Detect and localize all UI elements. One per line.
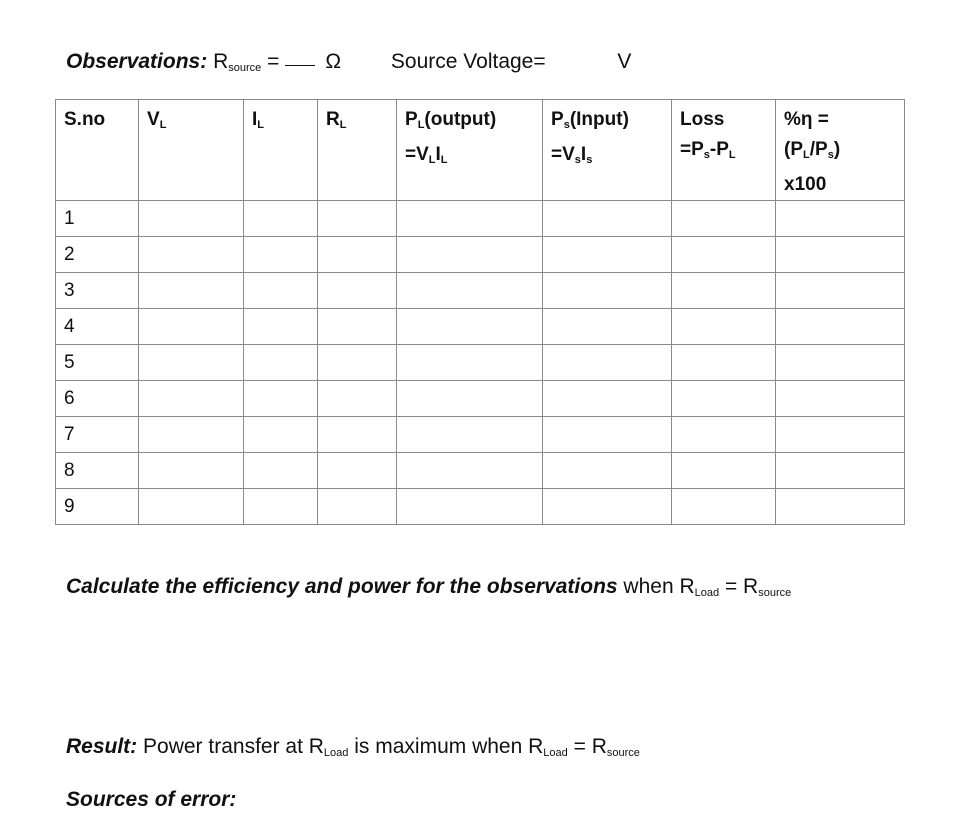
column-header-5-line2-sub-0: s	[574, 154, 581, 166]
column-header-0	[56, 100, 139, 201]
table-row	[56, 381, 905, 417]
result-eq: = R	[567, 735, 607, 758]
result-load-sub: Load	[323, 747, 349, 759]
empty-cell	[318, 489, 397, 525]
calculate-eq: = R	[719, 575, 759, 598]
column-header-5-line1-sub-0: s	[563, 119, 570, 131]
empty-cell	[543, 381, 672, 417]
empty-cell	[139, 201, 244, 237]
result-source-sub: source	[606, 747, 640, 759]
serial-number-cell: 7	[56, 417, 139, 453]
empty-cell	[139, 381, 244, 417]
column-header-4-line2-sub-0: L	[428, 154, 436, 166]
column-header-7-line2	[784, 135, 904, 170]
table-row	[56, 417, 905, 453]
column-header-5	[543, 100, 672, 201]
empty-cell	[397, 309, 543, 345]
empty-cell	[776, 489, 905, 525]
empty-cell	[318, 453, 397, 489]
column-header-7-line2-text-0: (P	[784, 139, 803, 160]
empty-cell	[543, 237, 672, 273]
empty-cell	[776, 345, 905, 381]
column-header-3	[318, 100, 397, 201]
empty-cell	[397, 381, 543, 417]
column-header-4-line2	[405, 140, 542, 175]
r-source-blank	[285, 64, 315, 66]
empty-cell	[318, 381, 397, 417]
empty-cell	[776, 273, 905, 309]
empty-cell	[244, 273, 318, 309]
empty-cell	[776, 237, 905, 273]
column-header-6-line2-text-0: =P	[680, 139, 704, 160]
empty-cell	[776, 201, 905, 237]
serial-number-cell: 9	[56, 489, 139, 525]
empty-cell	[776, 381, 905, 417]
column-header-7-line1	[784, 105, 904, 135]
empty-cell	[139, 453, 244, 489]
column-header-5-line2	[551, 140, 671, 175]
column-header-4-line2-text-0: =V	[405, 144, 429, 165]
serial-number-cell: 3	[56, 273, 139, 309]
column-header-6-line2-sub-0: s	[703, 149, 710, 161]
column-header-1-sub-0: L	[159, 119, 167, 131]
empty-cell	[318, 273, 397, 309]
column-header-7-line1-text-0: %η =	[784, 109, 829, 130]
column-header-6	[672, 100, 776, 201]
empty-cell	[397, 273, 543, 309]
observations-table	[55, 99, 905, 525]
empty-cell	[397, 345, 543, 381]
column-header-7-line2-sub-0: L	[803, 149, 810, 161]
table-row	[56, 201, 905, 237]
empty-cell	[543, 309, 672, 345]
empty-cell	[318, 417, 397, 453]
source-voltage-label: Source Voltage=	[390, 50, 546, 73]
column-header-2	[244, 100, 318, 201]
empty-cell	[139, 345, 244, 381]
empty-cell	[139, 489, 244, 525]
empty-cell	[397, 453, 543, 489]
column-header-4-line1-text-1: (output)	[424, 109, 497, 130]
column-header-1-text-0: V	[147, 109, 160, 130]
column-header-6-line1	[680, 105, 775, 135]
r-source-symbol: $R_{source}$ =	[213, 50, 280, 74]
table-row	[56, 237, 905, 273]
empty-cell	[543, 273, 672, 309]
column-header-4-line2-text-1: I	[435, 144, 441, 165]
empty-cell	[139, 309, 244, 345]
empty-cell	[543, 345, 672, 381]
observations-line	[66, 50, 631, 74]
result-line	[66, 735, 640, 759]
serial-number-cell: 6	[56, 381, 139, 417]
empty-cell	[139, 237, 244, 273]
empty-cell	[397, 417, 543, 453]
empty-cell	[672, 237, 776, 273]
calculate-when: when R	[617, 575, 695, 598]
empty-cell	[139, 273, 244, 309]
column-header-6-line1-text-0: Loss	[680, 109, 725, 130]
serial-number-cell: 8	[56, 453, 139, 489]
empty-cell	[672, 453, 776, 489]
column-header-4-line1-sub-0: L	[417, 119, 425, 131]
empty-cell	[318, 309, 397, 345]
column-header-7-line3	[784, 170, 904, 200]
calculate-bold-text: Calculate the efficiency and power for the observations	[66, 575, 618, 598]
column-header-3-sub-0: L	[339, 119, 347, 131]
column-header-7-line2-sub-1: s	[827, 149, 834, 161]
table-row	[56, 309, 905, 345]
table-header-row	[56, 100, 905, 201]
empty-cell	[672, 381, 776, 417]
column-header-4	[397, 100, 543, 201]
calculate-instruction	[66, 575, 791, 599]
result-label: Result:	[66, 735, 138, 758]
column-header-7	[776, 100, 905, 201]
empty-cell	[244, 237, 318, 273]
column-header-1	[139, 100, 244, 201]
column-header-2-text-0: I	[252, 109, 258, 130]
empty-cell	[244, 453, 318, 489]
empty-cell	[672, 201, 776, 237]
omega-unit: Ω	[325, 50, 342, 73]
empty-cell	[672, 273, 776, 309]
empty-cell	[244, 345, 318, 381]
column-header-4-line2-sub-1: L	[440, 154, 448, 166]
empty-cell	[543, 201, 672, 237]
column-header-5-line2-text-1: I	[580, 144, 587, 165]
observations-label: Observations:	[66, 50, 208, 73]
empty-cell	[672, 309, 776, 345]
empty-cell	[776, 309, 905, 345]
empty-cell	[318, 237, 397, 273]
column-header-5-line1	[551, 105, 671, 140]
empty-cell	[776, 417, 905, 453]
empty-cell	[672, 345, 776, 381]
empty-cell	[244, 201, 318, 237]
calculate-load-sub: Load	[694, 587, 720, 599]
column-header-4-line1-text-0: P	[405, 109, 418, 130]
empty-cell	[397, 201, 543, 237]
empty-cell	[543, 489, 672, 525]
volt-unit: V	[617, 50, 632, 73]
column-header-3-text-0: R	[326, 109, 340, 130]
sources-of-error-label: Sources of error:	[66, 788, 237, 811]
empty-cell	[672, 417, 776, 453]
calculate-source-sub: source	[758, 587, 792, 599]
column-header-7-line3-text-0: x100	[784, 174, 827, 195]
empty-cell	[244, 381, 318, 417]
serial-number-cell: 5	[56, 345, 139, 381]
empty-cell	[543, 453, 672, 489]
serial-number-cell: 1	[56, 201, 139, 237]
column-header-5-line2-text-0: =V	[551, 144, 575, 165]
empty-cell	[318, 201, 397, 237]
column-header-6-line2-sub-1: L	[728, 149, 736, 161]
table-row	[56, 345, 905, 381]
column-header-7-line2-text-2: )	[833, 139, 841, 160]
column-header-0-text-0: S.no	[64, 109, 106, 130]
empty-cell	[397, 237, 543, 273]
result-load-sub2: Load	[543, 747, 568, 759]
empty-cell	[244, 417, 318, 453]
column-header-2-sub-0: L	[257, 119, 265, 131]
table-row	[56, 489, 905, 525]
column-header-7-line2-text-1: /P	[809, 139, 828, 160]
result-text2: is maximum when R	[348, 735, 544, 758]
table-row	[56, 273, 905, 309]
table-body	[56, 201, 905, 525]
result-text: Power transfer at R	[137, 735, 324, 758]
empty-cell	[318, 345, 397, 381]
column-header-5-line1-text-1: (Input)	[569, 109, 629, 130]
empty-cell	[672, 489, 776, 525]
column-header-5-line2-sub-1: s	[586, 154, 593, 166]
column-header-5-line1-text-0: P	[551, 109, 564, 130]
column-header-6-line2-text-1: -P	[709, 139, 729, 160]
table-row	[56, 453, 905, 489]
empty-cell	[776, 453, 905, 489]
empty-cell	[139, 417, 244, 453]
empty-cell	[397, 489, 543, 525]
empty-cell	[543, 417, 672, 453]
sources-of-error	[66, 788, 236, 812]
empty-cell	[244, 309, 318, 345]
serial-number-cell: 4	[56, 309, 139, 345]
column-header-4-line1	[405, 105, 542, 140]
column-header-6-line2	[680, 135, 775, 170]
serial-number-cell: 2	[56, 237, 139, 273]
empty-cell	[244, 489, 318, 525]
